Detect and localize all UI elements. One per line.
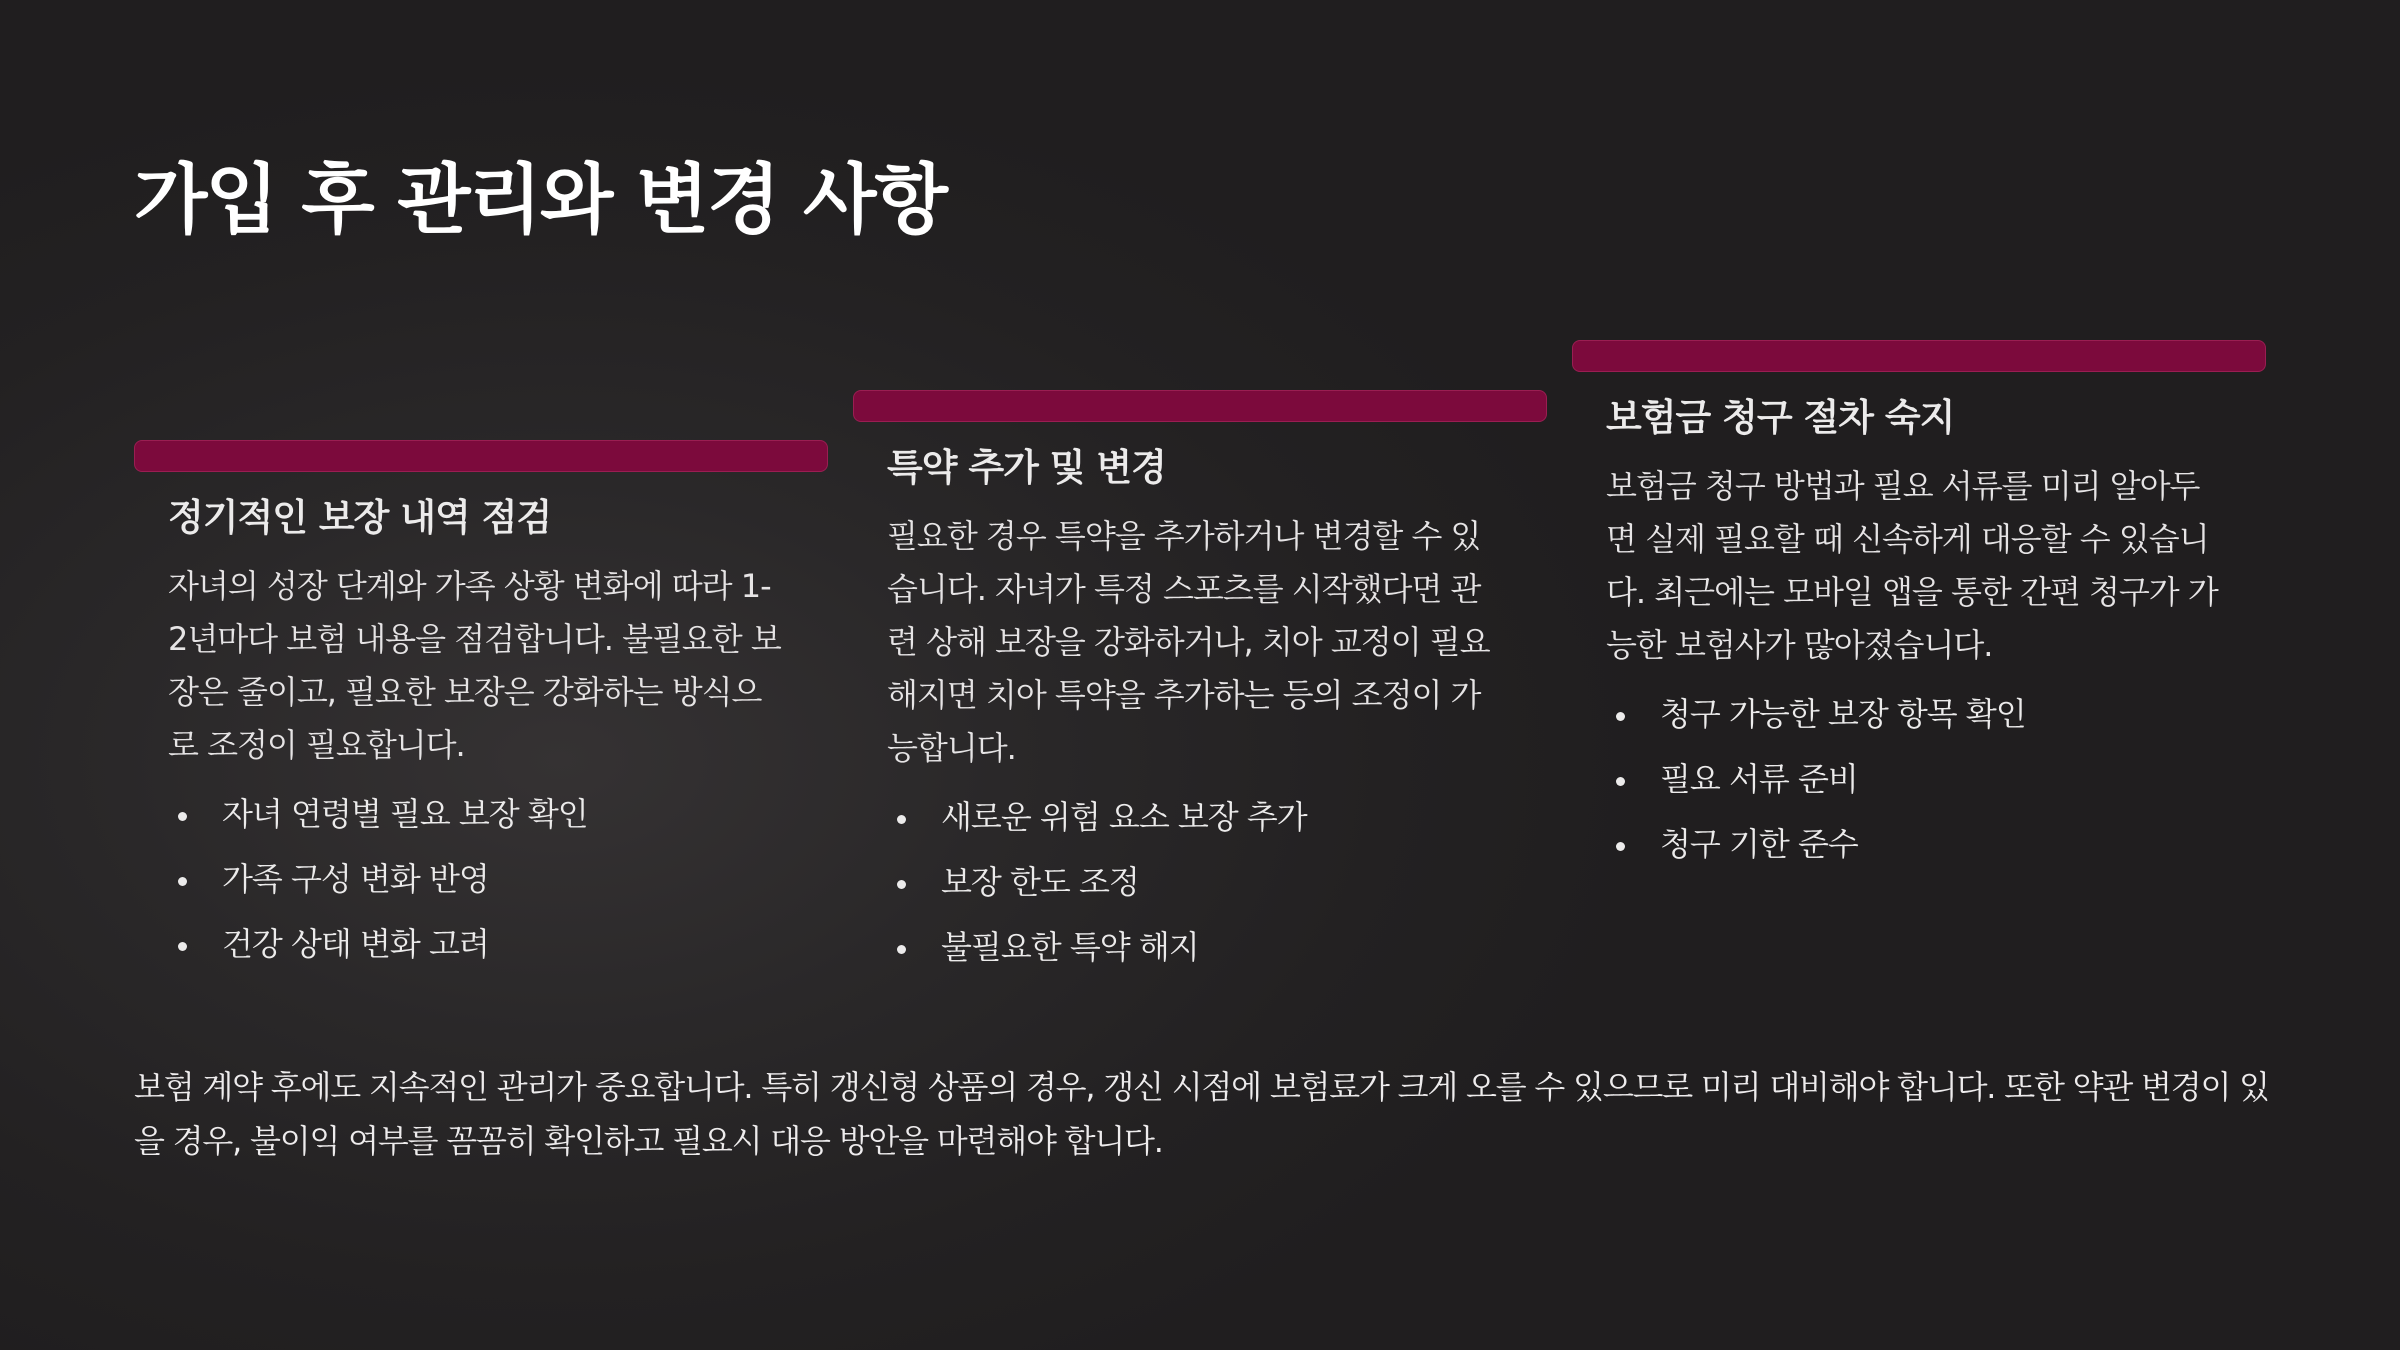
card-accent-bar: [134, 440, 828, 472]
bullet-item: [1606, 747, 2266, 812]
card-accent-bar: [853, 390, 1547, 422]
bullet-text: 보장 한도 조정: [941, 863, 1139, 902]
bullet-text: 가족 구성 변화 반영: [222, 860, 489, 899]
bullet-icon: [1616, 842, 1625, 851]
card-title: 특약 추가 및 변경: [887, 446, 1166, 489]
bullet-icon: [178, 877, 187, 886]
card-accent-bar: [1572, 340, 2266, 372]
card-description: 자녀의 성장 단계와 가족 상황 변화에 따라 1-2년마다 보험 내용을 점검합니다. 불필요한 보장은 줄이고, 필요한 보장은 강화하는 방식으로 조정이 필요합니다.: [168, 567, 781, 765]
slide-title: 가입 후 관리와 변경 사항: [134, 155, 946, 244]
bullet-text: 필요 서류 준비: [1660, 760, 1858, 799]
card-claim-procedure: [1572, 340, 2266, 877]
bullet-text: 건강 상태 변화 고려: [222, 925, 489, 964]
bullet-text: 불필요한 특약 해지: [941, 928, 1199, 967]
bullet-item: [887, 915, 1547, 980]
bullet-list: [1572, 682, 2266, 877]
bullet-text: 자녀 연령별 필요 보장 확인: [222, 795, 588, 834]
bullet-list: [853, 785, 1547, 980]
card-rider-change: [853, 390, 1547, 980]
bullet-icon: [1616, 712, 1625, 721]
bullet-item: [887, 850, 1547, 915]
bullet-text: 청구 기한 준수: [1660, 825, 1858, 864]
bullet-list: [134, 782, 828, 977]
bullet-icon: [178, 812, 187, 821]
bullet-item: [168, 912, 828, 977]
bullet-icon: [178, 942, 187, 951]
bullet-text: 청구 가능한 보장 항목 확인: [1660, 695, 2026, 734]
bullet-icon: [897, 880, 906, 889]
card-description: 보험금 청구 방법과 필요 서류를 미리 알아두면 실제 필요할 때 신속하게 대응할 수 있습니다. 최근에는 모바일 앱을 통한 간편 청구가 가능한 보험사가 많아졌습니다.: [1606, 467, 2218, 665]
card-description: 필요한 경우 특약을 추가하거나 변경할 수 있습니다. 자녀가 특정 스포츠를 시작했다면 관련 상해 보장을 강화하거나, 치아 교정이 필요해지면 치아 특약을 추가하는 등의 조정이 가능합니다.: [887, 517, 1490, 768]
bullet-item: [1606, 812, 2266, 877]
bullet-item: [168, 782, 828, 847]
bullet-icon: [1616, 777, 1625, 786]
bullet-item: [887, 785, 1547, 850]
card-regular-check: [134, 440, 828, 977]
card-title: 보험금 청구 절차 숙지: [1606, 396, 1955, 439]
bullet-item: [1606, 682, 2266, 747]
bullet-item: [168, 847, 828, 912]
footer-note: 보험 계약 후에도 지속적인 관리가 중요합니다. 특히 갱신형 상품의 경우, 갱신 시점에 보험료가 크게 오를 수 있으므로 미리 대비해야 합니다. 또한 약관 변경이 있을 경우, 불이익 여부를 꼼꼼히 확인하고 필요시 대응 방안을 마련해야 합니다.: [134, 1068, 2269, 1160]
bullet-icon: [897, 815, 906, 824]
bullet-text: 새로운 위험 요소 보장 추가: [941, 798, 1307, 837]
card-title: 정기적인 보장 내역 점검: [168, 496, 552, 539]
bullet-icon: [897, 945, 906, 954]
